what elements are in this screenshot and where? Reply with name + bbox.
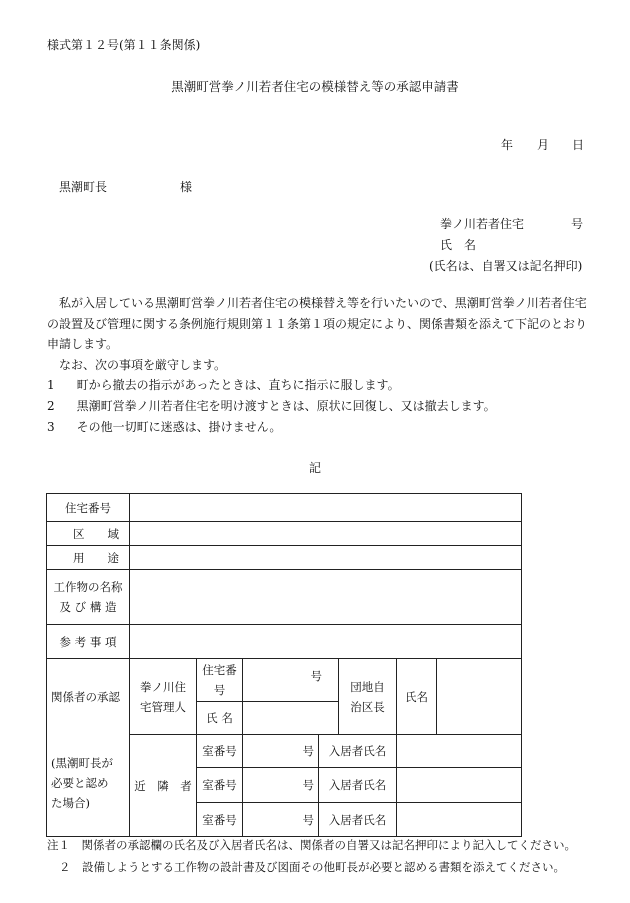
resident-name-field[interactable] [397,768,522,803]
room-no-label: 室番号 [197,768,243,803]
resident-name-label: 入居者氏名 [319,768,397,803]
structure-field[interactable] [130,570,522,625]
room-no-field[interactable]: 号 [243,735,319,768]
manager-name-label: 氏 名 [197,702,243,735]
list-item-number: 2 [47,399,55,413]
date-day: 日 [572,138,585,152]
addressee-name: 黒潮町長 [59,180,108,194]
applicant-number-suffix: 号 [571,217,584,231]
room-no-field[interactable]: 号 [243,768,319,803]
note-1: 注１ 関係者の承認欄の氏名及び入居者氏名は、関係者の自署又は記名押印により記入してください。 [47,838,576,852]
date-month: 月 [537,138,550,152]
neighbor-label: 近 隣 者 [130,735,197,837]
manager-name-field[interactable] [243,702,339,735]
list-item-number: 3 [47,420,55,434]
list-item [47,418,281,435]
list-item-text: 町から撤去の指示があったときは、直ちに指示に服します。 [76,378,400,392]
manager-label: 拳ノ川住 宅管理人 [130,659,197,735]
body-text [47,293,592,375]
note-2: ２ 設備しようとする工作物の設計書及び図面その他町長が必要と認める書類を添えてください。 [59,860,565,874]
approval-label: 関係者の承認 (黒潮町長が 必要と認め た場合) [47,659,130,837]
use-field[interactable] [130,546,522,570]
structure-label: 工作物の名称 及 び 構 造 [47,570,130,625]
applicant-name-note: (氏名は、自署又は記名押印) [429,259,583,273]
chief-label: 団地自 治区長 [339,659,397,735]
reference-label: 参 考 事 項 [47,625,130,659]
ki-heading: 記 [308,461,321,475]
application-table [46,493,522,837]
area-label: 区 域 [47,522,130,546]
area-field[interactable] [130,522,522,546]
date-year: 年 [501,138,514,152]
addressee-honorific: 様 [180,180,193,194]
list-item-text: 黒潮町営拳ノ川若者住宅を明け渡すときは、原状に回復し、又は撤去します。 [76,399,496,413]
room-no-label: 室番号 [197,803,243,837]
list-item-text: その他一切町に迷惑は、掛けません。 [76,420,282,434]
resident-name-field[interactable] [397,803,522,837]
list-item [47,376,400,393]
resident-name-field[interactable] [397,735,522,768]
document-title: 黒潮町営拳ノ川若者住宅の模様替え等の承認申請書 [171,79,459,94]
resident-name-label: 入居者氏名 [319,735,397,768]
form-number: 様式第１２号(第１１条関係) [47,38,201,52]
list-item-number: 1 [47,378,55,392]
housing-number-field[interactable] [130,494,522,522]
resident-name-label: 入居者氏名 [319,803,397,837]
body-paragraph-2: なお、次の事項を厳守します。 [59,357,227,372]
chief-name-field[interactable] [437,659,522,735]
housing-number-label: 住宅番号 [47,494,130,522]
reference-field[interactable] [130,625,522,659]
chief-name-label: 氏名 [397,659,437,735]
house-no-field[interactable]: 号 [243,659,339,702]
use-label: 用 途 [47,546,130,570]
room-no-field[interactable]: 号 [243,803,319,837]
list-item [47,397,496,414]
applicant-name-label: 氏 名 [440,238,477,252]
house-no-label: 住宅番 号 [197,659,243,702]
body-paragraph-1: 私が入居している黒潮町営拳ノ川若者住宅の模様替え等を行いたいので、黒潮町営拳ノ川若者住宅の設置及び管理に関する条例施行規則第１１条第１項の規定により、関係書類を添えて下記のとおり申請します。 [47,296,588,351]
applicant-housing-label: 拳ノ川若者住宅 [440,217,525,231]
room-no-label: 室番号 [197,735,243,768]
